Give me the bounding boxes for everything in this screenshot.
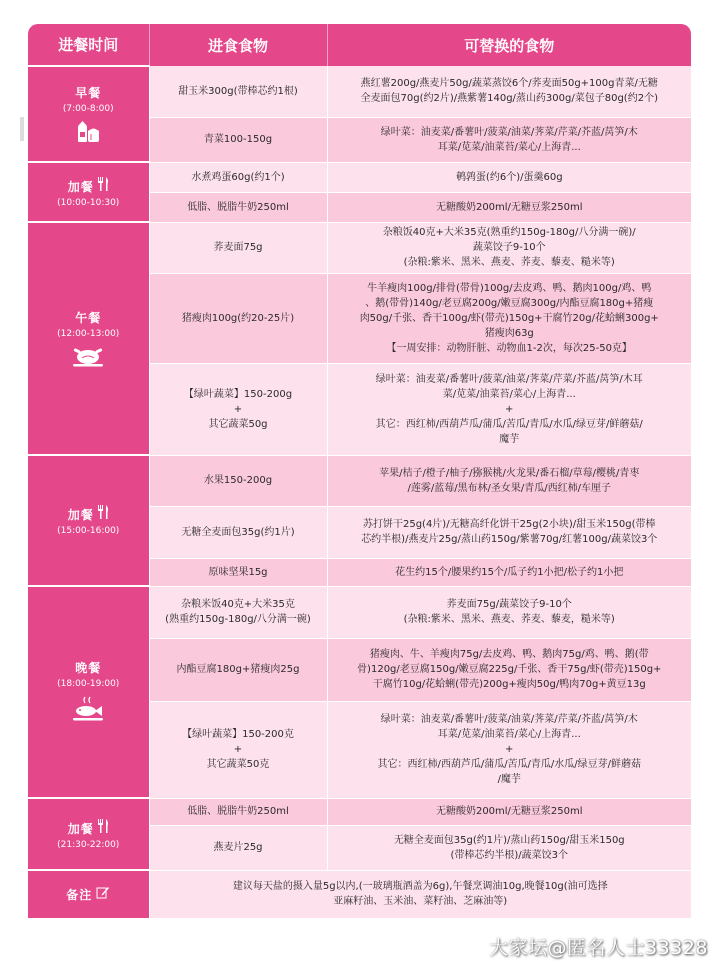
meal-name bbox=[32, 505, 145, 523]
text-line: (熟重约150g-180g/八分满一碗) bbox=[165, 614, 311, 625]
milk-bread-icon bbox=[32, 120, 145, 144]
alternative-cell bbox=[327, 66, 691, 117]
header-meal-time: 进餐时间 bbox=[28, 24, 149, 66]
food-cell bbox=[149, 638, 327, 701]
text-line: 猪瘦肉63g bbox=[484, 327, 534, 339]
text-line: + bbox=[505, 403, 514, 415]
diet-table-container bbox=[28, 24, 691, 919]
food-cell bbox=[149, 363, 327, 455]
text-line: + bbox=[233, 403, 243, 415]
table-row bbox=[28, 66, 691, 117]
food-cell bbox=[149, 66, 327, 117]
text-line: 低脂、脱脂牛奶250ml bbox=[187, 806, 289, 817]
text-line: 水果150-200g bbox=[203, 475, 273, 486]
alternative-cell bbox=[327, 825, 691, 870]
text-line: 芯约半根)/燕麦片25g/蒸山药150g/紫薯70g/红薯100g/蔬菜饺3个 bbox=[361, 534, 658, 545]
text-line: 其它蔬菜50克 bbox=[206, 759, 270, 770]
text-line: 猪瘦肉、牛、羊瘦肉75g/去皮鸡、鸭、鹅肉75g/鸡、鸭、鹅(带 bbox=[369, 649, 649, 660]
text-line: 牛羊瘦肉100g/排骨(带骨)100g/去皮鸡、鸭、鹅肉100g/鸡、鸭 bbox=[367, 282, 652, 294]
meal-time: (10:00-10:30) bbox=[57, 197, 120, 208]
food-cell bbox=[149, 117, 327, 162]
text-line: 其它：西红柿/西葫芦瓜/蒲瓜/苦瓜/青瓜/水瓜/绿豆芽/鲜蘑菇/ bbox=[375, 418, 643, 430]
text-line: 水煮鸡蛋60g(约1个) bbox=[191, 171, 285, 183]
text-line: 内酯豆腐180g+猪瘦肉25g bbox=[176, 664, 300, 675]
text-line: (带棒芯约半根)/蔬菜饺3个 bbox=[450, 849, 569, 861]
text-line: 猪瘦肉100g(约20-25片) bbox=[181, 312, 295, 324]
text-line: 杂粮饭40克+大米35克(熟重约150g-180g/八分满一碗)/ bbox=[382, 227, 636, 238]
header-food: 进食食物 bbox=[149, 24, 327, 66]
text-line: (杂粮:紫米、黑米、燕麦、荞麦、藜麦、糙米等) bbox=[403, 257, 615, 268]
table-body bbox=[28, 66, 691, 918]
food-cell bbox=[149, 798, 327, 825]
text-line: 鹌鹑蛋(约6个)/蛋羹60g bbox=[455, 171, 563, 183]
meal-name bbox=[32, 819, 145, 837]
alternative-cell bbox=[327, 273, 691, 363]
text-line: 杂粮米饭40克+大米35克 bbox=[181, 599, 295, 610]
text-line: 青菜100-150g bbox=[203, 134, 273, 145]
note-label-cell bbox=[28, 870, 149, 918]
meal-name-text: 加餐 bbox=[67, 179, 94, 194]
text-line: /魔芋 bbox=[497, 774, 521, 785]
text-line: 绿叶菜：油麦菜/番薯叶/菠菜/油菜/荠菜/芹菜/芥蓝/莴笋/木 bbox=[380, 126, 638, 138]
alternative-cell bbox=[327, 558, 691, 586]
text-line: 无糖酸奶200ml/无糖豆浆250ml bbox=[435, 806, 583, 817]
diet-table bbox=[28, 24, 691, 919]
food-cell bbox=[149, 506, 327, 558]
meal-time: (21:30-22:00) bbox=[57, 839, 120, 850]
meal-cell bbox=[28, 162, 149, 222]
meal-name-text: 晚餐 bbox=[75, 661, 102, 675]
meal-name-text: 加餐 bbox=[67, 508, 94, 522]
text-line: + bbox=[505, 744, 514, 755]
meal-cell bbox=[28, 66, 149, 162]
note-text-cell bbox=[149, 870, 691, 918]
text-line: /莲雾/蓝莓/黑布林/圣女果/青瓜/西红柿/车厘子 bbox=[407, 482, 612, 494]
food-cell bbox=[149, 558, 327, 586]
text-line: 【绿叶蔬菜】150-200g bbox=[183, 388, 293, 400]
table-row bbox=[28, 162, 691, 192]
fork-knife-icon bbox=[97, 508, 109, 522]
text-line: 耳菜/苋菜/油菜苔/菜心/上海青... bbox=[437, 729, 581, 740]
edit-note-icon bbox=[96, 888, 110, 902]
food-cell bbox=[149, 222, 327, 273]
text-line: 耳菜/苋菜/油菜苔/菜心/上海青... bbox=[437, 141, 581, 153]
meal-name bbox=[32, 84, 145, 101]
text-line: 其它蔬菜50g bbox=[208, 418, 268, 430]
food-cell bbox=[149, 162, 327, 192]
text-line: 绿叶菜：油麦菜/番薯叶/菠菜/油菜/荠菜/芹菜/芥蓝/莴笋/木 bbox=[380, 714, 638, 725]
alternative-cell bbox=[327, 162, 691, 192]
meal-name-text: 午餐 bbox=[75, 310, 102, 325]
roast-chicken-icon bbox=[32, 345, 145, 369]
text-line: 原味坚果15g bbox=[208, 566, 268, 578]
table-row bbox=[28, 222, 691, 273]
text-line: 无糖全麦面包35g(约1片) bbox=[181, 526, 295, 538]
text-line: 苹果/桔子/橙子/柚子/猕猴桃/火龙果/番石榴/草莓/樱桃/青枣 bbox=[379, 467, 640, 479]
alternative-cell bbox=[327, 222, 691, 273]
text-line: 亚麻籽油、玉米油、菜籽油、芝麻油等) bbox=[333, 896, 508, 907]
text-line: 荞麦面75g bbox=[213, 242, 263, 253]
text-line: 甜玉米300g(带棒芯约1根) bbox=[178, 85, 298, 97]
meal-cell bbox=[28, 455, 149, 586]
alternative-cell bbox=[327, 798, 691, 825]
alternative-cell bbox=[327, 192, 691, 222]
food-cell bbox=[149, 825, 327, 870]
meal-name bbox=[32, 659, 145, 676]
text-line: 、鹅(带骨)140g/老豆腐200g/嫩豆腐300g/内酯豆腐180g+猪瘦 bbox=[365, 297, 654, 309]
meal-time: (12:00-13:00) bbox=[57, 328, 120, 339]
text-line: 荞麦面75g/蔬菜饺子9-10个 bbox=[446, 599, 572, 610]
meal-name-text: 加餐 bbox=[67, 821, 94, 836]
alternative-cell bbox=[327, 586, 691, 638]
meal-time: (18:00-19:00) bbox=[57, 679, 120, 689]
food-cell bbox=[149, 586, 327, 638]
text-line: 全麦面包70g(约2片)/燕紫薯140g/蒸山药300g/菜包子80g(约2个) bbox=[360, 93, 658, 105]
text-line: 其它：西红柿/西葫芦瓜/蒲瓜/苦瓜/青瓜/水瓜/绿豆芽/鲜蘑菇 bbox=[377, 759, 642, 770]
text-line: 建议每天盐的摄入量5g以内,(一玻璃瓶酒盖为6g),午餐烹调油10g,晚餐10g(油可选择 bbox=[232, 881, 608, 892]
text-line: 骨)120g/老豆腐150g/嫩豆腐225g/千张、香干75g/虾(带壳)150g+ bbox=[357, 664, 662, 675]
text-line: 【一周安排：动物肝脏、动物血1-2次，每次25-50克】 bbox=[386, 342, 632, 354]
meal-time: (15:00-16:00) bbox=[57, 526, 120, 536]
text-line: 无糖酸奶200ml/无糖豆浆250ml bbox=[435, 201, 583, 213]
alternative-cell bbox=[327, 701, 691, 798]
text-line: 燕红薯200g/燕麦片50g/蔬菜蒸饺6个/荞麦面50g+100g青菜/无糖 bbox=[360, 78, 658, 90]
note-row bbox=[28, 870, 691, 918]
table-row bbox=[28, 586, 691, 638]
text-line: 菜/苋菜/油菜苔/菜心/上海青... bbox=[442, 388, 576, 400]
text-line: 无糖全麦面包35g(约1片)/蒸山药150g/甜玉米150g bbox=[393, 834, 625, 846]
food-cell bbox=[149, 701, 327, 798]
text-line: 燕麦片25g bbox=[213, 842, 263, 853]
food-cell bbox=[149, 192, 327, 222]
steamed-fish-icon bbox=[32, 695, 145, 725]
text-line: (杂粮:紫米、黑米、燕麦、荞麦、藜麦，糙米等) bbox=[403, 614, 615, 625]
table-row bbox=[28, 798, 691, 825]
alternative-cell bbox=[327, 363, 691, 455]
fork-knife-icon bbox=[97, 822, 109, 836]
text-line: 肉50g/千张、香干100g/虾(带壳)150g+干腐竹20g/花蛤蜊300g+ bbox=[359, 312, 659, 324]
alternative-cell bbox=[327, 638, 691, 701]
edge-mark bbox=[20, 117, 24, 141]
header-alternatives: 可替换的食物 bbox=[327, 24, 691, 66]
watermark: 大家坛@匿名人士33328 bbox=[489, 937, 708, 959]
text-line: + bbox=[233, 744, 243, 755]
meal-cell bbox=[28, 586, 149, 798]
fork-knife-icon bbox=[97, 180, 109, 194]
note-label bbox=[32, 886, 145, 903]
meal-name bbox=[32, 309, 145, 326]
table-row bbox=[28, 455, 691, 506]
text-line: 低脂、脱脂牛奶250ml bbox=[187, 201, 289, 213]
text-line: 花生约15个/腰果约15个/瓜子约1小把/松子约1小把 bbox=[395, 566, 624, 578]
meal-time: (7:00-8:00) bbox=[62, 104, 114, 114]
text-line: 干腐竹10g/花蛤蜊(带壳)200g+瘦肉50g/鸭肉70g+黄豆13g bbox=[372, 679, 646, 690]
food-cell bbox=[149, 455, 327, 506]
table-header-row bbox=[28, 24, 691, 66]
alternative-cell bbox=[327, 117, 691, 162]
alternative-cell bbox=[327, 455, 691, 506]
meal-name bbox=[32, 177, 145, 195]
text-line: 蔬菜饺子9-10个 bbox=[472, 242, 546, 253]
alternative-cell bbox=[327, 506, 691, 558]
text-line: 【绿叶蔬菜】150-200克 bbox=[182, 729, 294, 740]
meal-cell bbox=[28, 798, 149, 870]
text-line: 苏打饼干25g(4片)/无糖高纤化饼干25g(2小块)/甜玉米150g(带棒 bbox=[362, 519, 656, 530]
food-cell bbox=[149, 273, 327, 363]
note-label-text: 备注 bbox=[66, 888, 93, 902]
text-line: 魔芋 bbox=[499, 433, 520, 445]
meal-cell bbox=[28, 222, 149, 455]
meal-name-text: 早餐 bbox=[75, 86, 102, 100]
text-line: 绿叶菜：油麦菜/番薯叶/菠菜/油菜/荠菜/芹菜/芥蓝/莴笋/木耳 bbox=[375, 373, 643, 385]
